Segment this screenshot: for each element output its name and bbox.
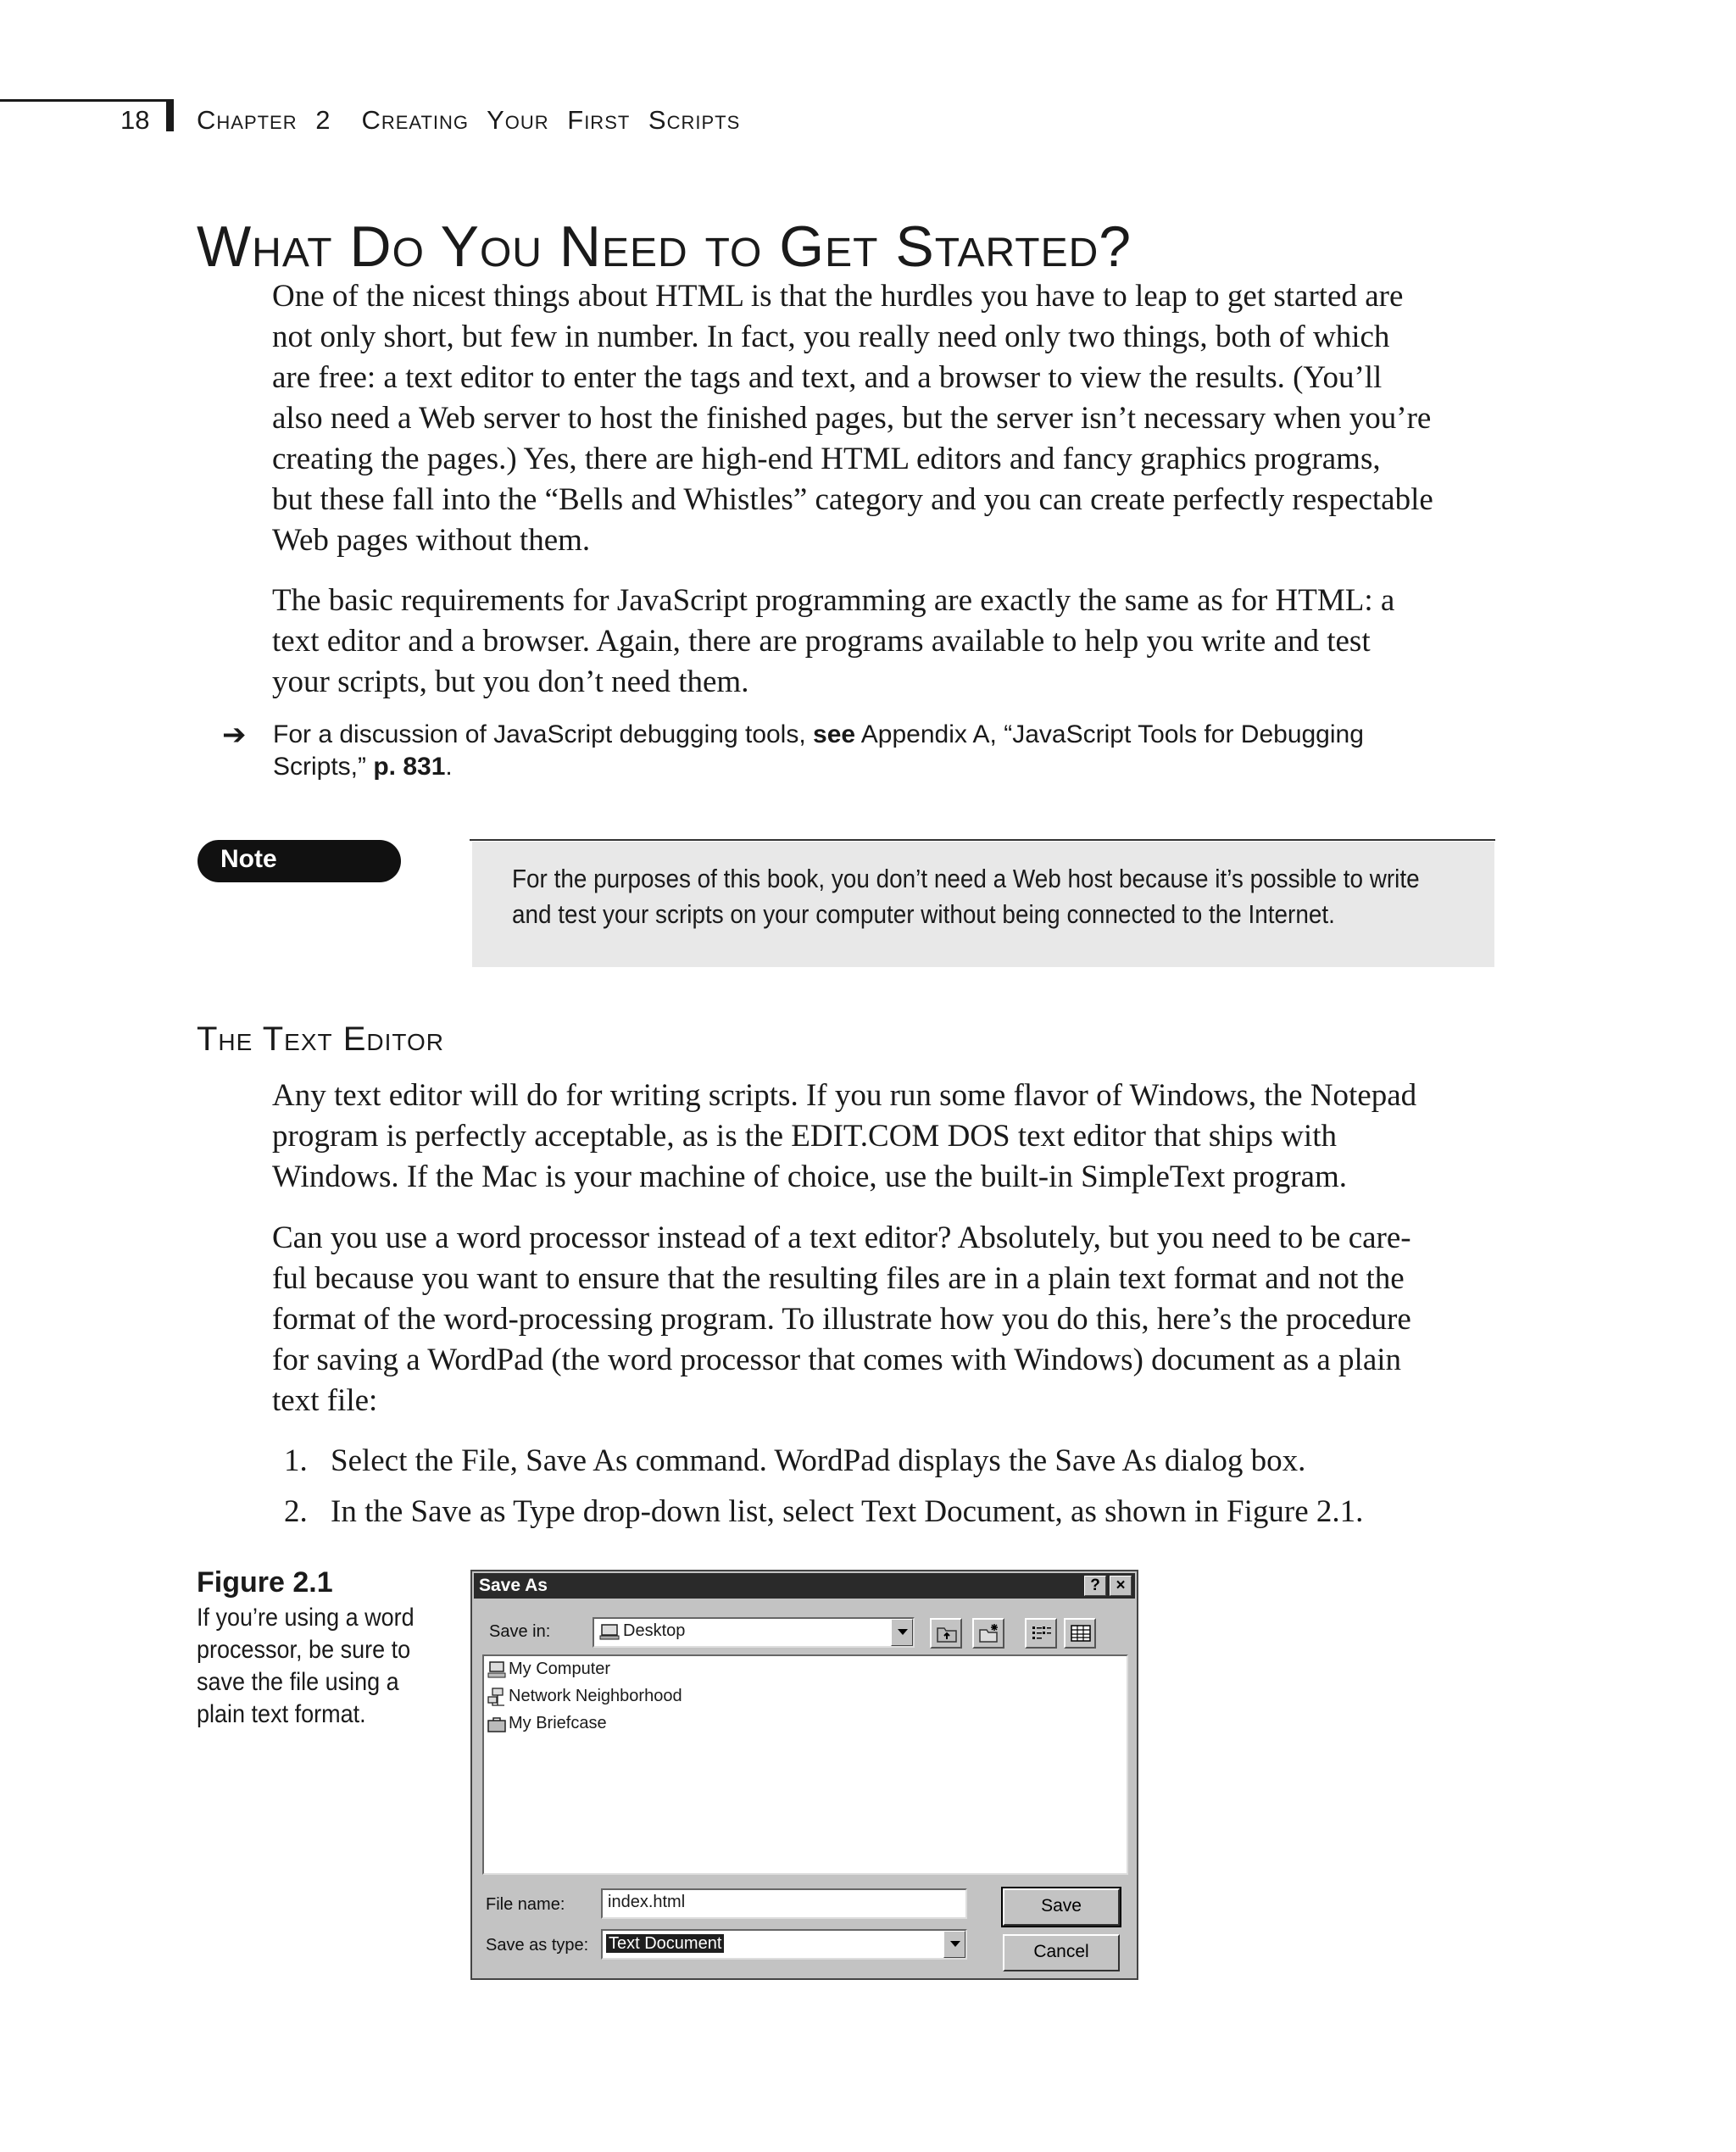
text-line: format of the word-processing program. To illustrate how you do this, here’s the procedure [272, 1302, 1411, 1337]
text-line: Can you use a word processor instead of a text editor? Absolutely, but you need to be care- [272, 1221, 1411, 1255]
new-folder-button[interactable] [972, 1618, 1004, 1649]
file-name-label: File name: [486, 1895, 565, 1914]
paragraph-editors [272, 1076, 1493, 1198]
text-line: are free: a text editor to enter the tags and text, and a browser to view the results. (You’ll [272, 360, 1383, 395]
list-item [284, 1487, 1363, 1538]
text-line: also need a Web server to host the finished pages, but the server isn’t necessary when you’re [272, 401, 1432, 436]
text-line: Web pages without them. [272, 523, 591, 558]
computer-icon [487, 1661, 506, 1678]
dialog-title-bar [474, 1573, 1135, 1599]
item-label: My Briefcase [509, 1714, 607, 1732]
chevron-down-icon[interactable] [943, 1931, 965, 1958]
note-rule [470, 839, 1495, 841]
save-in-label: Save in: [489, 1622, 551, 1641]
details-view-icon [1070, 1623, 1092, 1643]
help-button[interactable]: ? [1084, 1576, 1106, 1596]
briefcase-icon [487, 1715, 506, 1732]
desktop-icon [599, 1623, 620, 1640]
cross-reference [222, 719, 1494, 783]
caption-line: save the file using a [197, 1668, 399, 1696]
save-type-label: Save as type: [486, 1936, 589, 1955]
file-name-input[interactable]: index.html [601, 1888, 967, 1919]
text-line: The basic requirements for JavaScript programming are exactly the same as for HTML: a [272, 583, 1395, 618]
page-number: 18 [120, 105, 150, 135]
item-label: My Computer [509, 1660, 611, 1678]
caption-line: If you’re using a word [197, 1604, 415, 1632]
list-item-network-neighborhood[interactable] [487, 1687, 682, 1710]
save-button[interactable]: Save [1003, 1888, 1120, 1926]
text-line: creating the pages.) Yes, there are high-end HTML editors and fancy graphics programs, [272, 442, 1381, 476]
list-number: 2. [284, 1494, 308, 1529]
text-line: but these fall into the “Bells and Whistles” category and you can create perfectly respectable [272, 482, 1433, 517]
list-item-my-briefcase[interactable] [487, 1714, 607, 1738]
chapter-title: Creating Your First Scripts [361, 105, 741, 135]
subsection-heading: The Text Editor [197, 1020, 444, 1058]
new-folder-icon [978, 1623, 1000, 1643]
list-view-button[interactable] [1025, 1618, 1057, 1649]
caption-line: plain text format. [197, 1700, 366, 1728]
figure-title: Figure 2.1 [197, 1566, 333, 1599]
list-item [284, 1436, 1363, 1487]
text-line: text file: [272, 1383, 378, 1418]
text-line: text editor and a browser. Again, there are programs available to help you write and test [272, 624, 1371, 659]
text-line: One of the nicest things about HTML is that the hurdles you have to leap to get started are [272, 279, 1404, 314]
header-rule [0, 99, 170, 102]
paragraph-word-processor [272, 1218, 1493, 1421]
xref-see: see [813, 720, 856, 748]
save-type-dropdown[interactable] [601, 1929, 967, 1960]
text-line: ful because you want to ensure that the resulting files are in a plain text format and not the [272, 1261, 1405, 1296]
note-line: and test your scripts on your computer without being connected to the Internet. [512, 899, 1335, 929]
xref-text: Appendix A, “JavaScript Tools for Debugging [855, 720, 1364, 748]
details-view-button[interactable] [1064, 1618, 1096, 1649]
text-line: not only short, but few in number. In fact, you really need only two things, both of which [272, 320, 1390, 354]
list-text: Select the File, Save As command. WordPad displays the Save As dialog box. [331, 1443, 1306, 1478]
note-line: For the purposes of this book, you don’t need a Web host because it’s possible to write [512, 864, 1420, 893]
chevron-down-icon[interactable] [891, 1619, 913, 1646]
text-line: Any text editor will do for writing scripts. If you run some flavor of Windows, the Notepad [272, 1078, 1417, 1113]
item-label: Network Neighborhood [509, 1687, 682, 1705]
text-line: program is perfectly acceptable, as is the EDIT.COM DOS text editor that ships with [272, 1119, 1337, 1154]
text-line: your scripts, but you don’t need them. [272, 665, 749, 699]
list-item-my-computer[interactable] [487, 1660, 610, 1683]
save-in-value: Desktop [623, 1621, 686, 1640]
network-icon [487, 1688, 506, 1706]
xref-text: Scripts,” [273, 753, 374, 781]
section-heading: What Do You Need to Get Started? [197, 214, 1132, 279]
chapter-label: Chapter 2 [197, 105, 331, 135]
running-header [197, 105, 740, 136]
up-folder-icon [936, 1623, 958, 1643]
text-line: Windows. If the Mac is your machine of choice, use the built-in SimpleText program. [272, 1159, 1347, 1194]
close-button[interactable]: × [1110, 1576, 1132, 1596]
numbered-list [284, 1436, 1363, 1538]
list-view-icon [1031, 1623, 1053, 1643]
list-text: In the Save as Type drop-down list, select Text Document, as shown in Figure 2.1. [331, 1494, 1364, 1529]
note-text [512, 861, 1420, 932]
save-as-dialog [470, 1570, 1138, 1980]
xref-page: p. 831 [373, 753, 446, 781]
note-label: Note [198, 840, 401, 882]
save-in-dropdown[interactable] [593, 1617, 915, 1648]
paragraph-intro [272, 276, 1493, 561]
caption-line: processor, be sure to [197, 1636, 411, 1664]
list-number: 1. [284, 1443, 308, 1478]
figure-caption [197, 1602, 415, 1731]
xref-text: For a discussion of JavaScript debugging tools, [273, 720, 814, 748]
cancel-button[interactable]: Cancel [1003, 1934, 1120, 1971]
up-folder-button[interactable] [930, 1618, 962, 1649]
paragraph-requirements [272, 581, 1493, 703]
dialog-title: Save As [479, 1576, 548, 1595]
arrow-icon: ➔ [222, 719, 247, 751]
file-list[interactable] [482, 1654, 1128, 1875]
header-bar [166, 99, 174, 131]
text-line: for saving a WordPad (the word processor that comes with Windows) document as a plain [272, 1343, 1402, 1377]
xref-text: . [445, 753, 453, 781]
save-type-value: Text Document [606, 1934, 724, 1953]
